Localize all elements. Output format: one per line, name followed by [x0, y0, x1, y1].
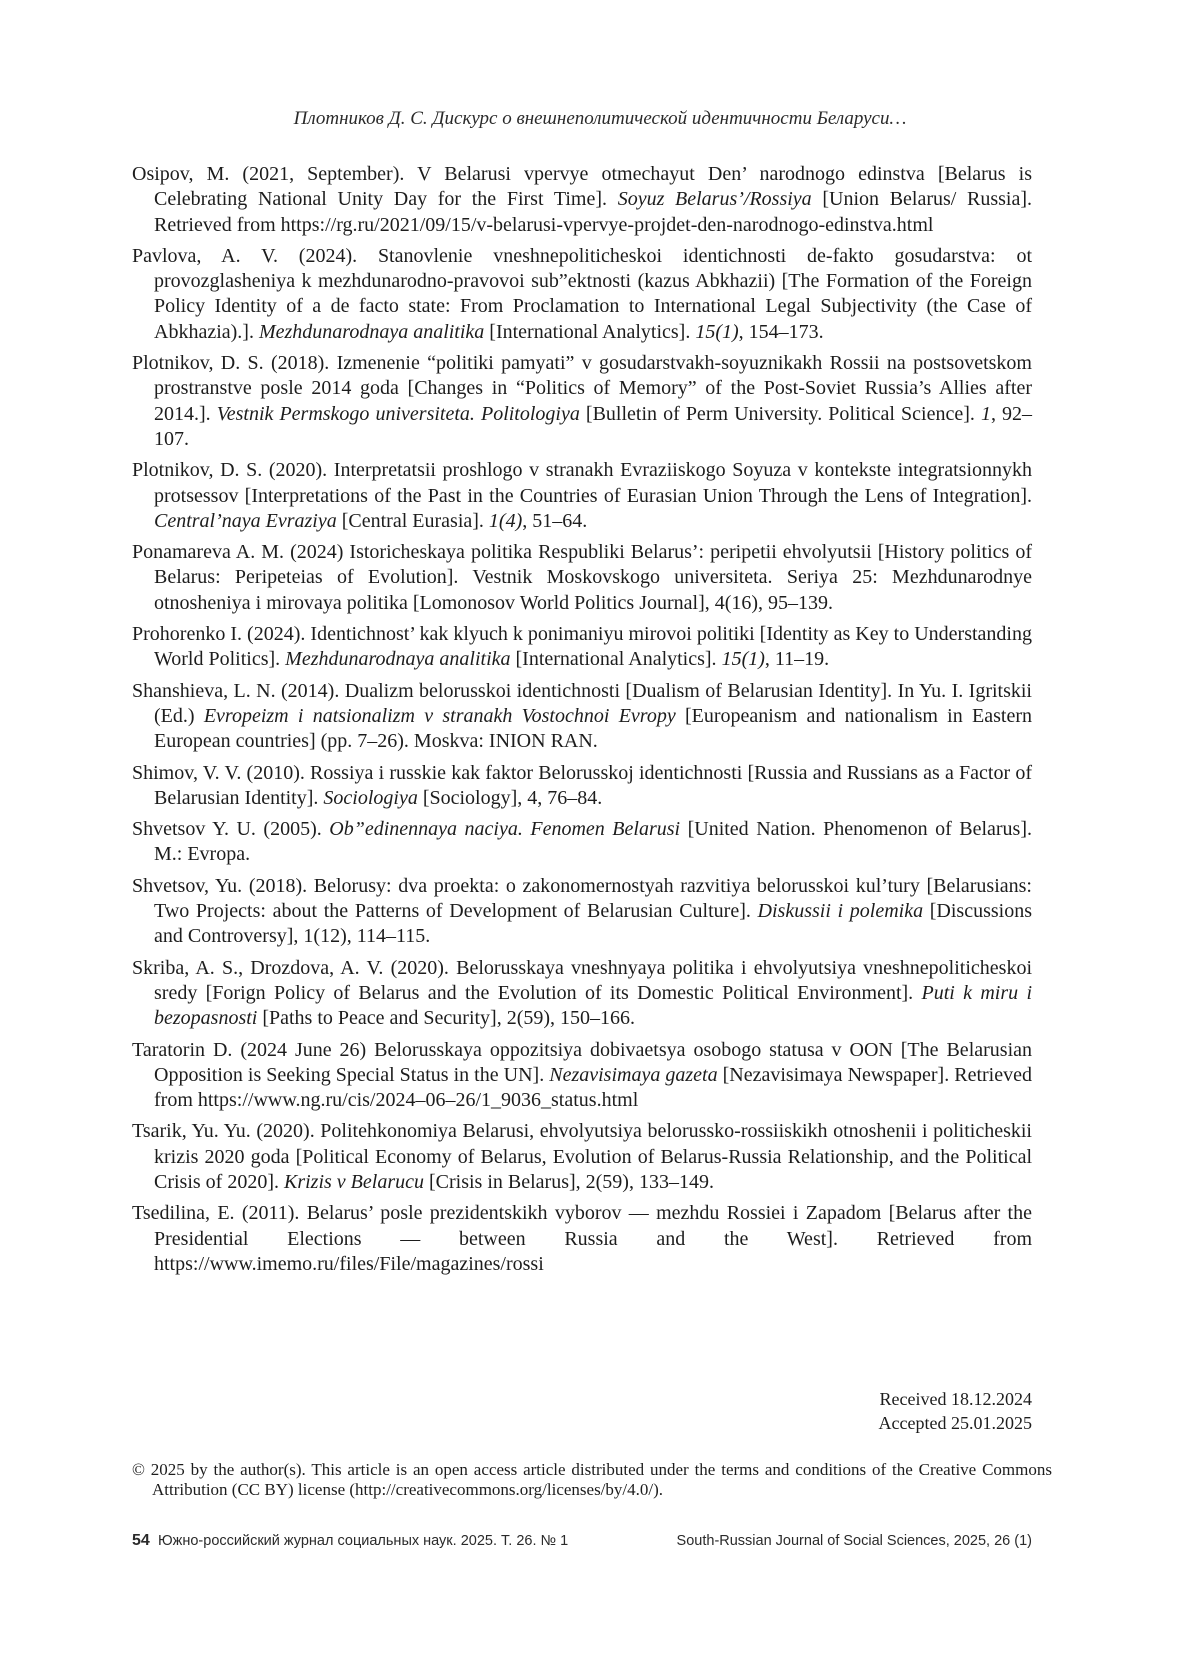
- reference-entry: [132, 817, 1032, 868]
- reference-list: [132, 162, 1032, 1283]
- reference-segment: Shanshieva, L. N. (2014). Dualizm belorusskoi identichnosti [Dualism of Belarusian Identity]. In Yu. I. Igritskii (Ed.): [132, 679, 1032, 727]
- reference-segment: [Europeanism and nationalism in Eastern European countries] (pp. 7–26). Moskva: INION RAN.: [154, 704, 1032, 753]
- reference-segment: Plotnikov, D. S. (2020). Interpretatsii proshlogo v stranakh Evraziiskogo Soyuza v kontekste integratsionnykh protsessov [Interpretations of the Past in the Countries of Eurasian Union Through the Lens of Integration].: [132, 459, 1032, 507]
- reference-segment: [Discussions and Controversy], 1(12), 114–115.: [154, 900, 1032, 948]
- reference-italic-segment: Vestnik Permskogo universiteta. Politologiya: [216, 402, 580, 425]
- reference-segment: [Nezavisimaya Newspaper]. Retrieved from https://www.ng.ru/cis/2024–06–26/1_9036_status.html: [154, 1063, 1032, 1112]
- reference-italic-segment: Nezavisimaya gazeta: [549, 1063, 718, 1086]
- reference-segment: Skriba, A. S., Drozdova, A. V. (2020). Belorusskaya vneshnyaya politika i ehvolyutsiya vneshnepoliticheskoi sredy [Forign Policy of Belarus and the Evolution of its Domestic Political Environment].: [132, 956, 1032, 1004]
- reference-italic-segment: Soyuz Belarus’/Rossiya: [617, 188, 812, 211]
- reference-entry: [132, 162, 1032, 238]
- reference-segment: [Crisis in Belarus], 2(59), 133–149.: [424, 1170, 714, 1193]
- received-date: Received 18.12.2024: [879, 1389, 1032, 1409]
- reference-entry: [132, 244, 1032, 345]
- accepted-date: Accepted 25.01.2025: [878, 1413, 1032, 1433]
- reference-segment: [Sociology], 4, 76–84.: [417, 786, 603, 809]
- reference-italic-segment: Mezhdunarodnaya analitika: [285, 648, 511, 671]
- reference-segment: , 51–64.: [522, 509, 588, 532]
- reference-entry: [132, 351, 1032, 452]
- reference-entry: [132, 956, 1032, 1032]
- article-dates: [879, 1387, 1032, 1435]
- journal-title-en: South-Russian Journal of Social Sciences, 2025, 26 (1): [676, 1533, 1032, 1549]
- reference-italic-segment: 1: [980, 402, 991, 425]
- reference-segment: Ponamareva A. M. (2024) Istoricheskaya politika Respubliki Belarus’: peripetii ehvolyutsii [History politics of Belarus: Peripeteias of Evolution]. Vestnik Moskovskogo universiteta. Seriya 25: Mezhdunarodnye otnosheniya i mirovaya politika [Lomonosov World Politics Journal], 4(16), 95–139.: [132, 541, 1032, 614]
- journal-title-ru: Южно-российский журнал социальных наук. 2025. Т. 26. № 1: [158, 1533, 569, 1549]
- reference-entry: [132, 874, 1032, 950]
- reference-segment: [International Analytics].: [510, 648, 722, 671]
- reference-italic-segment: Diskussii i polemika: [757, 900, 924, 923]
- reference-segment: Prohorenko I. (2024). Identichnost’ kak klyuch k ponimaniyu mirovoi politiki [Identity as Key to Understanding World Politics].: [132, 623, 1032, 671]
- page-number: 54: [132, 1532, 150, 1549]
- reference-italic-segment: Krizis v Belaruси: [284, 1170, 424, 1193]
- reference-segment: Shvetsov, Yu. (2018). Belorusy: dva proekta: o zakonomernostyah razvitiya belorusskoi kul’tury [Belarusians: Two Projects: about the Patterns of Development of Belarusian Culture].: [132, 874, 1032, 923]
- reference-segment: Shimov, V. V. (2010). Rossiya i russkie kak faktor Belorusskoj identichnosti [Russia and Russians as a Factor of Belarusian Identity].: [132, 761, 1032, 809]
- reference-segment: Taratorin D. (2024 June 26) Belorusskaya oppozitsiya dobivaetsya osobogo statusa v OON [The Belarusian Opposition is Seeking Special Status in the UN].: [132, 1038, 1032, 1086]
- reference-italic-segment: 15(1): [721, 648, 765, 671]
- reference-entry: [132, 540, 1032, 616]
- reference-segment: Pavlova, A. V. (2024). Stanovlenie vneshnepoliticheskoi identichnosti de-fakto gosudarstva: ot provozglasheniya k mezhdunarodno-pravovoi sub”ektnosti (kazus Abkhazii) [The Formation of the Foreign Policy Identity of a de facto state: From Proclamation to International Legal Subjectivity (the Case of Abkhazia).].: [132, 244, 1032, 343]
- reference-italic-segment: Central’naya Evraziya: [154, 509, 337, 532]
- reference-segment: Plotnikov, D. S. (2018). Izmenenie “politiki pamyati” v gosudarstvakh-soyuznikakh Rossii na postsovetskom prostranstve posle 2014 goda [Changes in “Politics of Memory” of the Post-Soviet Russia’s Allies after 2014.].: [132, 352, 1032, 425]
- reference-italic-segment: Sociologiya: [323, 786, 418, 809]
- reference-segment: Shvetsov Y. U. (2005).: [132, 818, 330, 841]
- reference-italic-segment: 15(1): [695, 320, 739, 343]
- reference-segment: Tsarik, Yu. Yu. (2020). Politehkonomiya Belarusi, ehvolyutsiya belorussko-rossiiskikh otnoshenii i politicheskii krizis 2020 goda [Political Economy of Belarus, Evolution of Belarus-Russia Relationship, and the Political Crisis of 2020].: [132, 1120, 1032, 1193]
- reference-entry: [132, 458, 1032, 534]
- reference-segment: , 154–173.: [738, 320, 824, 343]
- reference-entry: [132, 761, 1032, 812]
- page-footer: [132, 1532, 1032, 1556]
- reference-segment: [Central Eurasia].: [336, 509, 489, 532]
- reference-entry: [132, 1119, 1032, 1195]
- running-head: Плотников Д. С. Дискурс о внешнеполитической идентичности Беларуси…: [293, 108, 907, 129]
- reference-entry: [132, 679, 1032, 755]
- reference-entry: [132, 622, 1032, 673]
- reference-segment: [United Nation. Phenomenon of Belarus]. M.: Evropa.: [154, 818, 1033, 866]
- reference-segment: [International Analytics].: [484, 320, 696, 343]
- reference-segment: [Union Belarus/ Russia]. Retrieved from https://rg.ru/2021/09/15/v-belarusi-vpervye-projdet-den-narodnogo-edinstva.html: [154, 188, 1033, 236]
- reference-segment: [Paths to Peace and Security], 2(59), 150–166.: [257, 1007, 636, 1030]
- reference-italic-segment: Evropeizm i natsionalizm v stranakh Vostochnoi Evropy: [203, 704, 676, 727]
- reference-italic-segment: Ob”edinennaya naciya. Fenomen Belarusi: [329, 818, 681, 841]
- reference-italic-segment: Mezhdunarodnaya analitika: [258, 320, 485, 343]
- reference-segment: Tsedilina, E. (2011). Belarus’ posle prezidentskikh vyborov — mezhdu Rossiei i Zapadom [Belarus after the Presidential Elections — between Russia and the West]. Retrieved from https://www.imemo.ru/files/File/magazines/rossi: [132, 1202, 1032, 1275]
- reference-entry: [132, 1038, 1032, 1114]
- reference-italic-segment: 1(4): [488, 509, 523, 532]
- reference-segment: [Bulletin of Perm University. Political Science].: [579, 402, 981, 425]
- license-notice: © 2025 by the author(s). This article is an open access article distributed under the terms and conditions of the Creative Commons Attribution (CC BY) license (http://creativecommons.org/licenses/by/4.0/).: [132, 1460, 1052, 1499]
- reference-segment: , 11–19.: [764, 648, 830, 671]
- reference-entry: [132, 1201, 1032, 1277]
- reference-segment: , 92–107.: [154, 402, 1033, 450]
- reference-segment: Osipov, M. (2021, September). V Belarusi vpervye otmechayut Den’ narodnogo edinstva [Belarus is Celebrating National Unity Day for the First Time].: [132, 163, 1032, 211]
- reference-italic-segment: Puti k miru i bezopasnosti: [154, 981, 1033, 1030]
